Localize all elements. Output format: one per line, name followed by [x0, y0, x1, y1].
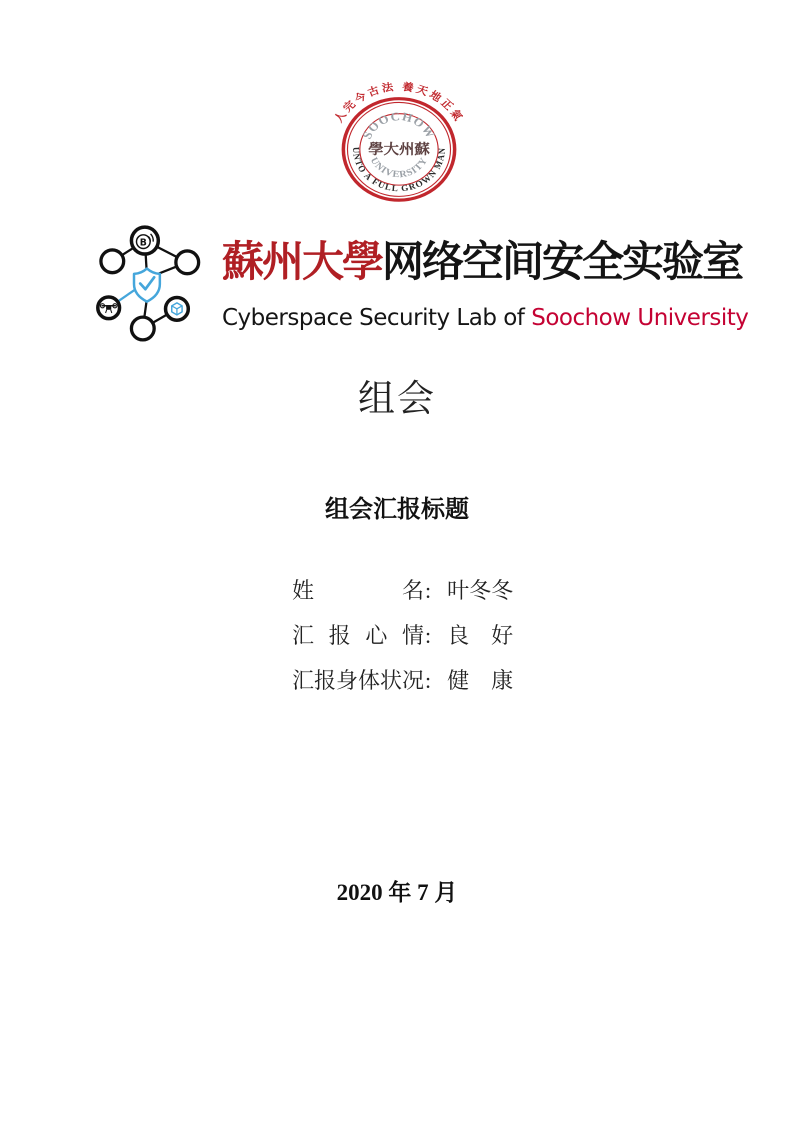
name-value: 叶冬冬	[447, 578, 514, 603]
document-date: 2020 年 7 月	[336, 880, 458, 905]
report-title: 组会汇报标题	[325, 497, 469, 523]
mood-label: 汇报心情	[292, 623, 424, 648]
name-label: 姓名	[292, 578, 424, 603]
lab-network-icon	[95, 222, 203, 344]
seal-motto-arc-text: 人完今古法 養天地正氣	[332, 81, 466, 125]
form-row-mood	[292, 619, 513, 647]
lab-name-prefix-en: Cyberspace Security Lab of	[222, 305, 532, 331]
seal-soochow-arc-text: SOOCHOW	[359, 109, 439, 141]
cover-form	[292, 574, 513, 709]
seal-university-arc-text: UNIVERSITY	[367, 155, 431, 181]
lab-name-university-en: Soochow University	[531, 305, 749, 331]
lab-name-lab-cn: 网络空间安全实验室	[382, 240, 743, 286]
seal-center-chinese: 學大州蘇	[368, 142, 430, 158]
svg-text:B: B	[139, 237, 147, 249]
network-node	[131, 317, 154, 340]
drone-node-icon	[98, 297, 120, 319]
bitcoin-node-icon	[131, 227, 158, 254]
lab-name-chinese	[222, 238, 743, 288]
cube-node-icon	[166, 297, 189, 320]
lab-name-university-cn: 蘇州大學	[222, 240, 383, 286]
university-seal	[331, 78, 467, 202]
shield-check-icon	[134, 269, 160, 302]
health-label: 汇报身体状况	[292, 668, 425, 693]
health-value: 健 康	[447, 668, 514, 693]
document-title: 组会	[358, 379, 436, 420]
mood-colon: :	[425, 623, 432, 648]
health-colon: :	[425, 668, 432, 693]
mood-value: 良 好	[447, 623, 514, 648]
form-row-health	[292, 664, 513, 692]
name-colon: :	[425, 578, 432, 603]
network-node	[101, 250, 124, 273]
network-node	[176, 251, 199, 274]
lab-name-english	[222, 305, 749, 331]
seal-ring-bottom-text: UNTO A FULL GROWN MAN	[350, 146, 448, 194]
form-row-name	[292, 574, 513, 602]
